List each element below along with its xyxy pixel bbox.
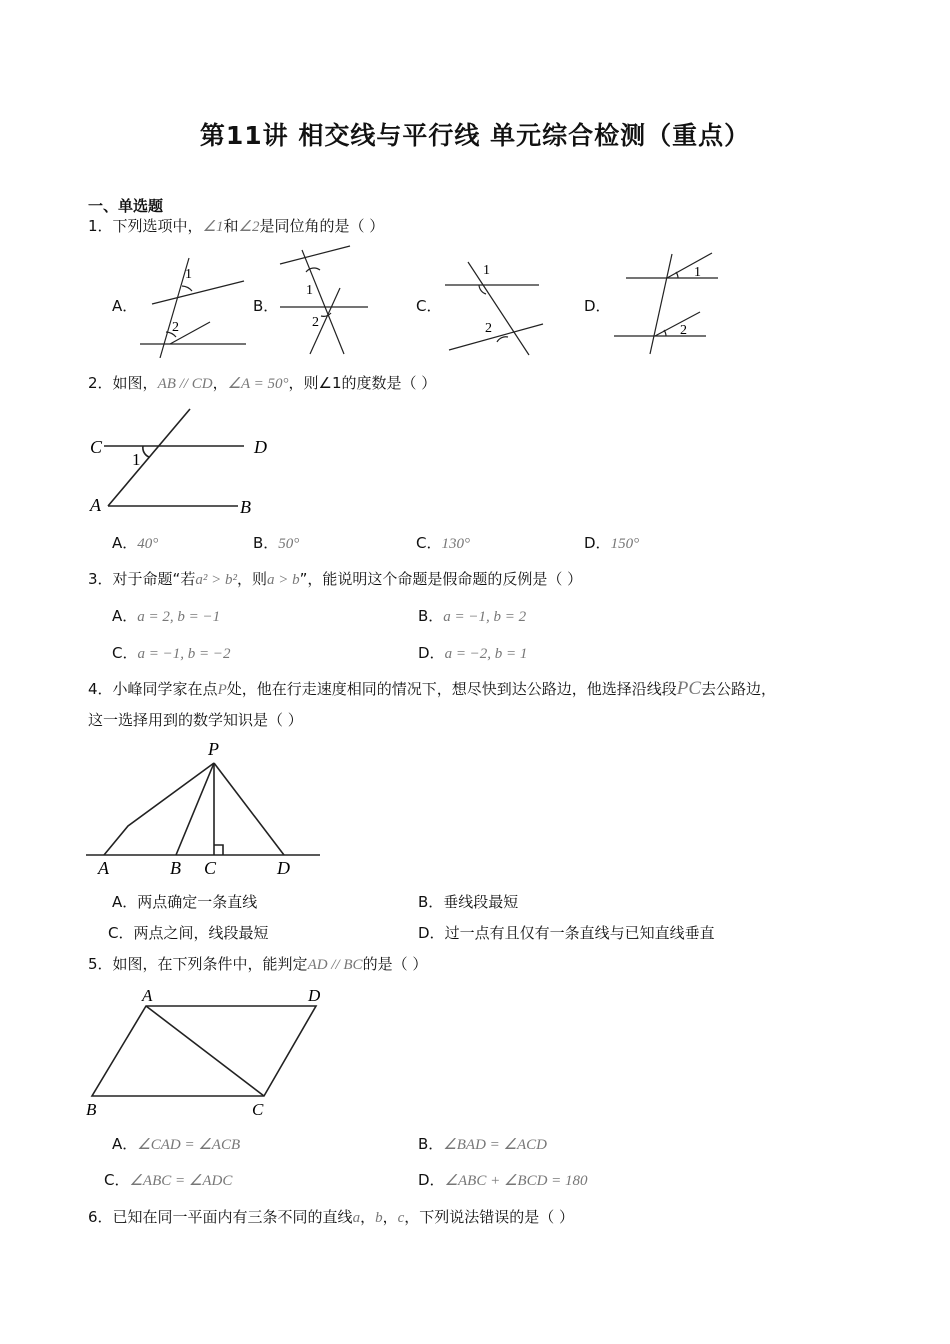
point-label-b: B bbox=[86, 1100, 97, 1119]
math-expression: b bbox=[375, 1210, 383, 1226]
angle-label-2: 2 bbox=[680, 323, 687, 338]
point-label-a: A bbox=[90, 495, 101, 515]
q4-figure bbox=[86, 738, 322, 880]
angle-label-1: 1 bbox=[306, 283, 313, 298]
q2-figure bbox=[86, 405, 286, 521]
math-expression: c bbox=[397, 1210, 405, 1226]
angle-label-1: 1 bbox=[483, 263, 490, 278]
math-expression: P bbox=[217, 682, 227, 698]
point-label-p: P bbox=[208, 739, 219, 759]
math-expression: PC bbox=[676, 678, 702, 699]
question-1-text: 1．下列选项中，∠1和∠2是同位角的是（ ） bbox=[88, 217, 385, 235]
angle-label-1: 1 bbox=[185, 267, 192, 282]
question-number: 5． bbox=[88, 955, 113, 973]
q2-option-c: C．130° bbox=[416, 534, 470, 552]
question-2-text: 2．如图，AB // CD，∠A = 50°，则∠1的度数是（ ） bbox=[88, 374, 437, 392]
page-title: 第11讲 相交线与平行线 单元综合检测（重点） bbox=[199, 121, 751, 150]
q4-option-c: C．两点之间，线段最短 bbox=[108, 924, 269, 942]
math-expression: a² > b² bbox=[195, 572, 237, 588]
q4-option-a: A．两点确定一条直线 bbox=[112, 893, 258, 911]
point-label-c: C bbox=[204, 858, 217, 878]
q1-figure-a bbox=[132, 254, 250, 358]
q3-option-c: C．a = −1, b = −2 bbox=[112, 644, 231, 662]
point-label-a: A bbox=[98, 858, 109, 878]
point-label-c: C bbox=[252, 1100, 264, 1119]
q2-option-b: B．50° bbox=[253, 534, 300, 552]
section-heading: 一、单选题 bbox=[88, 197, 164, 215]
question-5-text: 5．如图，在下列条件中，能判定AD // BC的是（ ） bbox=[88, 955, 428, 973]
math-expression: ∠2 bbox=[238, 219, 260, 235]
q5-option-d: D．∠ABC + ∠BCD = 180 bbox=[418, 1171, 588, 1189]
q5-option-b: B．∠BAD = ∠ACD bbox=[418, 1135, 547, 1153]
angle-label-2: 2 bbox=[485, 321, 492, 336]
question-number: 4． bbox=[88, 680, 113, 698]
point-label-d: D bbox=[308, 986, 321, 1005]
angle-label-1: 1 bbox=[132, 450, 141, 469]
q5-option-c: C．∠ABC = ∠ADC bbox=[104, 1171, 233, 1189]
q3-option-b: B．a = −1, b = 2 bbox=[418, 607, 527, 625]
question-3-text: 3．对于命题“若a² > b²，则a > b”，能说明这个命题是假命题的反例是（ ） bbox=[88, 570, 583, 588]
q4-option-b: B．垂线段最短 bbox=[418, 893, 519, 911]
angle-label-2: 2 bbox=[312, 315, 319, 330]
point-label-d: D bbox=[254, 437, 267, 457]
math-expression: AB // CD bbox=[157, 376, 213, 392]
point-label-b: B bbox=[240, 497, 251, 517]
q1-figure-d bbox=[612, 250, 724, 356]
point-label-a: A bbox=[142, 986, 153, 1005]
point-label-c: C bbox=[90, 437, 103, 457]
q1-option-d-label: D． bbox=[584, 297, 611, 315]
question-4-text-line-2: 这一选择用到的数学知识是（ ） bbox=[88, 711, 303, 729]
q1-option-b-label: B． bbox=[253, 297, 279, 315]
q2-option-a: A．40° bbox=[112, 534, 159, 552]
angle-label-2: 2 bbox=[172, 320, 179, 335]
question-number: 6． bbox=[88, 1208, 113, 1226]
question-4-text: 4．小峰同学家在点P处，他在行走速度相同的情况下，想尽快到达公路边，他选择沿线段PC去公路边， bbox=[88, 678, 777, 699]
question-number: 2． bbox=[88, 374, 113, 392]
q3-option-a: A．a = 2, b = −1 bbox=[112, 607, 221, 625]
q4-option-d: D．过一点有且仅有一条直线与已知直线垂直 bbox=[418, 924, 715, 942]
math-expression: ∠A = 50° bbox=[227, 376, 289, 392]
q1-option-c-label: C． bbox=[416, 297, 442, 315]
math-expression: a > b bbox=[266, 572, 300, 588]
q5-option-a: A．∠CAD = ∠ACB bbox=[112, 1135, 241, 1153]
math-expression: AD // BC bbox=[307, 957, 363, 973]
question-number: 3． bbox=[88, 570, 113, 588]
math-expression: ∠1 bbox=[202, 219, 224, 235]
q2-option-d: D．150° bbox=[584, 534, 640, 552]
q5-figure bbox=[82, 984, 330, 1122]
q1-option-a-label: A． bbox=[112, 297, 138, 315]
q1-figure-b bbox=[272, 244, 372, 356]
question-number: 1． bbox=[88, 217, 113, 235]
question-6-text: 6．已知在同一平面内有三条不同的直线a，b，c，下列说法错误的是（ ） bbox=[88, 1208, 575, 1226]
point-label-d: D bbox=[277, 858, 290, 878]
angle-label-1: 1 bbox=[694, 265, 701, 280]
math-expression: a bbox=[352, 1210, 361, 1226]
q3-option-d: D．a = −2, b = 1 bbox=[418, 644, 528, 662]
point-label-b: B bbox=[170, 858, 181, 878]
q1-figure-c bbox=[443, 256, 547, 356]
